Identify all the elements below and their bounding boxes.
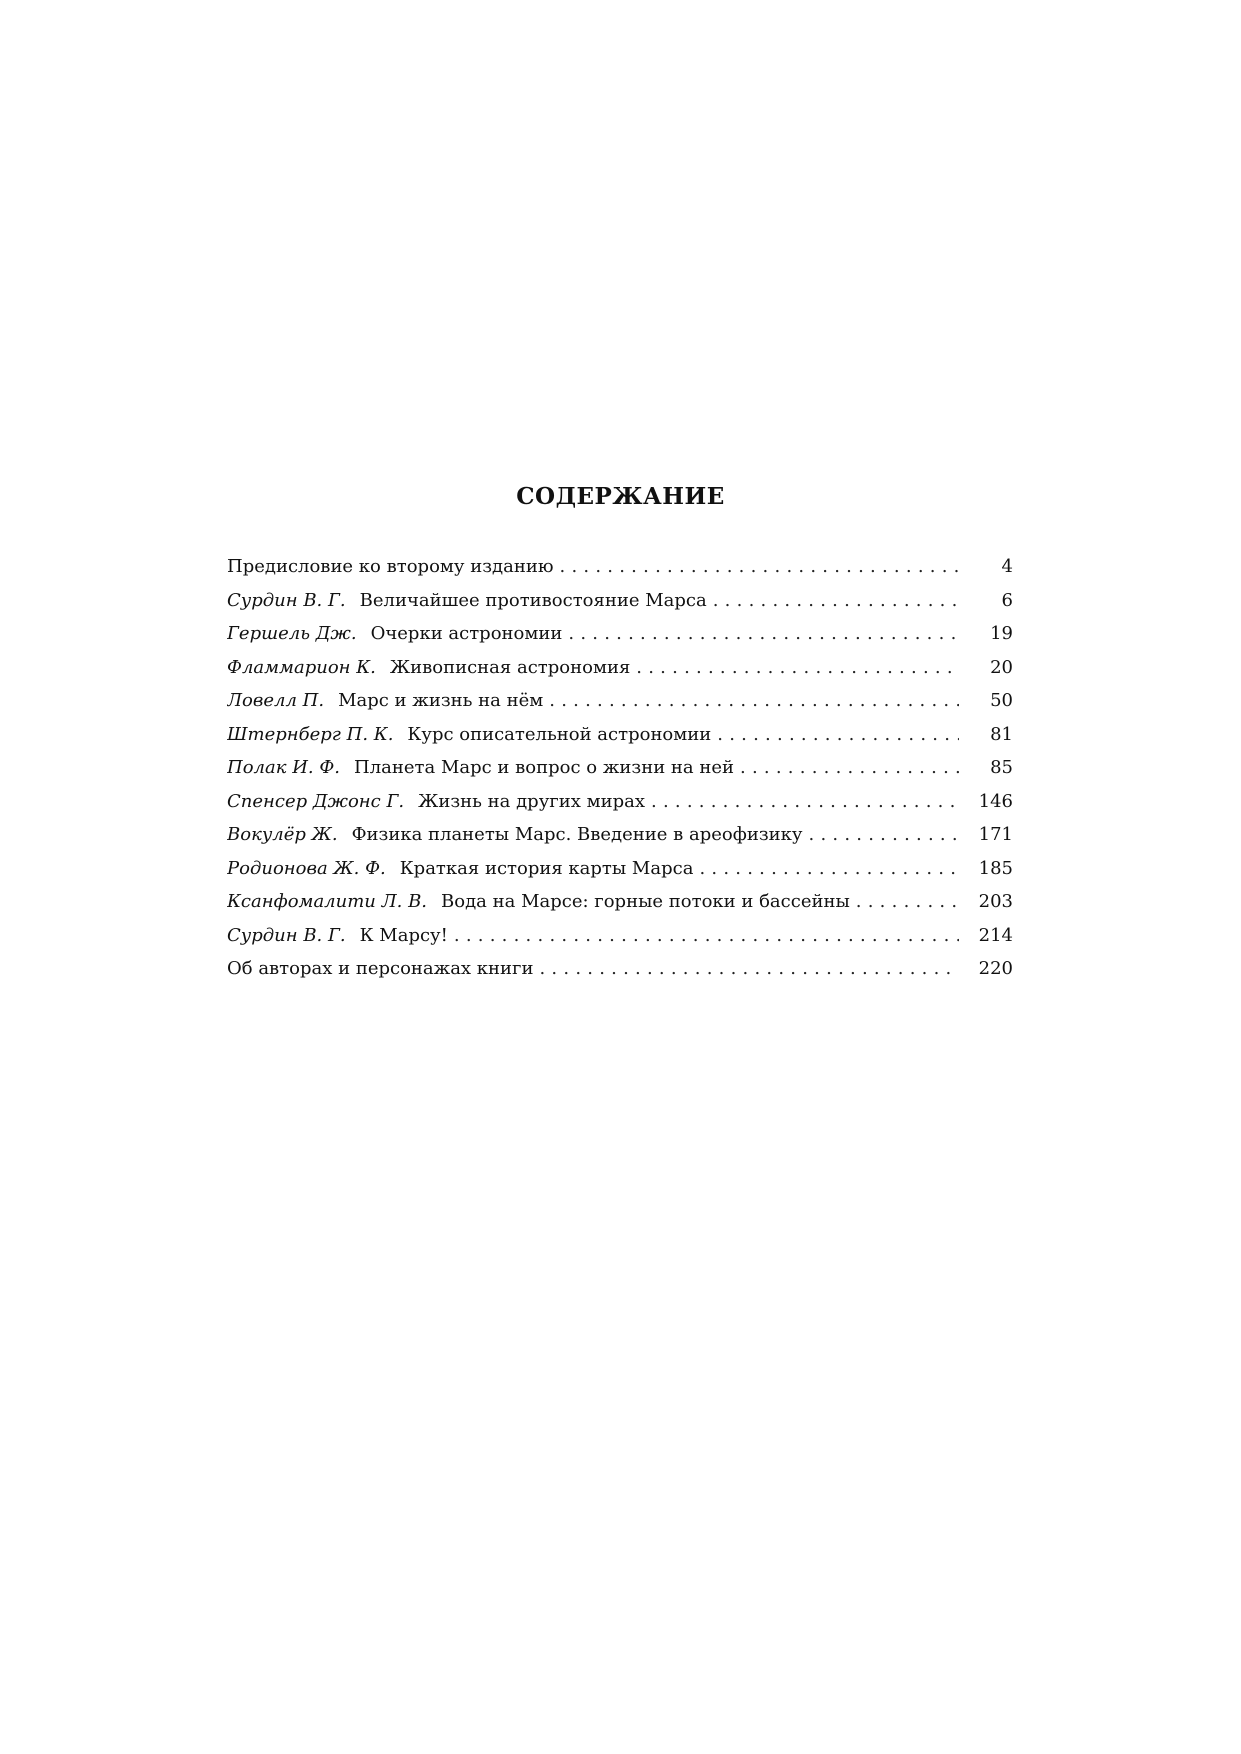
dot-leader xyxy=(740,756,959,780)
toc-title: Краткая история карты Марса xyxy=(399,857,694,879)
toc-entry xyxy=(227,555,1013,589)
toc-entry xyxy=(227,689,1013,723)
dot-leader xyxy=(560,555,959,579)
toc-page-number: 171 xyxy=(978,824,1013,845)
toc-entry xyxy=(227,790,1013,824)
dot-leader xyxy=(636,656,959,680)
toc-page-number: 185 xyxy=(978,857,1013,879)
toc-entry xyxy=(227,756,1013,790)
toc-page-number: 203 xyxy=(978,891,1013,912)
toc-page-number: 50 xyxy=(990,690,1013,711)
table-of-contents xyxy=(227,555,1013,991)
toc-entry xyxy=(227,723,1013,757)
toc-page-number: 220 xyxy=(978,958,1013,979)
toc-entry xyxy=(227,656,1013,690)
toc-author: Штернберг П. К. xyxy=(227,723,394,745)
dot-leader xyxy=(856,890,959,914)
toc-page-number: 4 xyxy=(1001,556,1013,577)
toc-entry xyxy=(227,890,1013,924)
toc-page-number: 146 xyxy=(978,790,1013,812)
page-title: СОДЕРЖАНИЕ xyxy=(516,483,725,510)
toc-title: Об авторах и персонажах книги xyxy=(227,958,534,979)
dot-leader xyxy=(699,857,959,881)
toc-entry xyxy=(227,622,1013,656)
toc-author: Ксанфомалити Л. В. xyxy=(227,891,428,912)
toc-author: Спенсер Джонс Г. xyxy=(227,790,405,812)
toc-page-number: 214 xyxy=(978,924,1013,946)
toc-title: Жизнь на других мирах xyxy=(418,790,646,812)
toc-entry xyxy=(227,924,1013,958)
toc-title: Величайшее противостояние Марса xyxy=(359,589,707,611)
dot-leader xyxy=(568,622,959,646)
toc-title: Вода на Марсе: горные потоки и бассейны xyxy=(441,891,850,912)
dot-leader xyxy=(809,823,959,847)
toc-page-number: 19 xyxy=(990,623,1013,644)
toc-page-number: 81 xyxy=(990,723,1013,745)
toc-author: Родионова Ж. Ф. xyxy=(227,857,386,879)
toc-entry xyxy=(227,823,1013,857)
toc-entry xyxy=(227,857,1013,891)
toc-author: Сурдин В. Г. xyxy=(227,924,346,946)
toc-title: Физика планеты Марс. Введение в ареофизику xyxy=(351,824,803,845)
toc-author: Гершель Дж. xyxy=(227,623,357,644)
toc-title: Марс и жизнь на нём xyxy=(338,690,544,711)
toc-title: Предисловие ко второму изданию xyxy=(227,556,554,577)
toc-entry xyxy=(227,589,1013,623)
toc-title: Живописная астрономия xyxy=(389,656,631,678)
toc-title: К Марсу! xyxy=(359,924,448,946)
toc-author: Фламмарион К. xyxy=(227,656,376,678)
toc-title: Курс описательной астрономии xyxy=(407,723,712,745)
toc-entry xyxy=(227,957,1013,991)
toc-page-number: 85 xyxy=(990,757,1013,778)
dot-leader xyxy=(717,723,959,747)
toc-author: Ловелл П. xyxy=(227,690,325,711)
dot-leader xyxy=(651,790,959,814)
dot-leader xyxy=(549,689,959,713)
toc-page-number: 6 xyxy=(1001,589,1013,611)
toc-page-number: 20 xyxy=(990,656,1013,678)
dot-leader xyxy=(454,924,959,948)
toc-author: Вокулёр Ж. xyxy=(227,824,338,845)
toc-title: Очерки астрономии xyxy=(370,623,563,644)
dot-leader xyxy=(713,589,959,613)
dot-leader xyxy=(539,957,959,981)
toc-title: Планета Марс и вопрос о жизни на ней xyxy=(354,757,735,778)
toc-author: Сурдин В. Г. xyxy=(227,589,346,611)
toc-author: Полак И. Ф. xyxy=(227,757,341,778)
